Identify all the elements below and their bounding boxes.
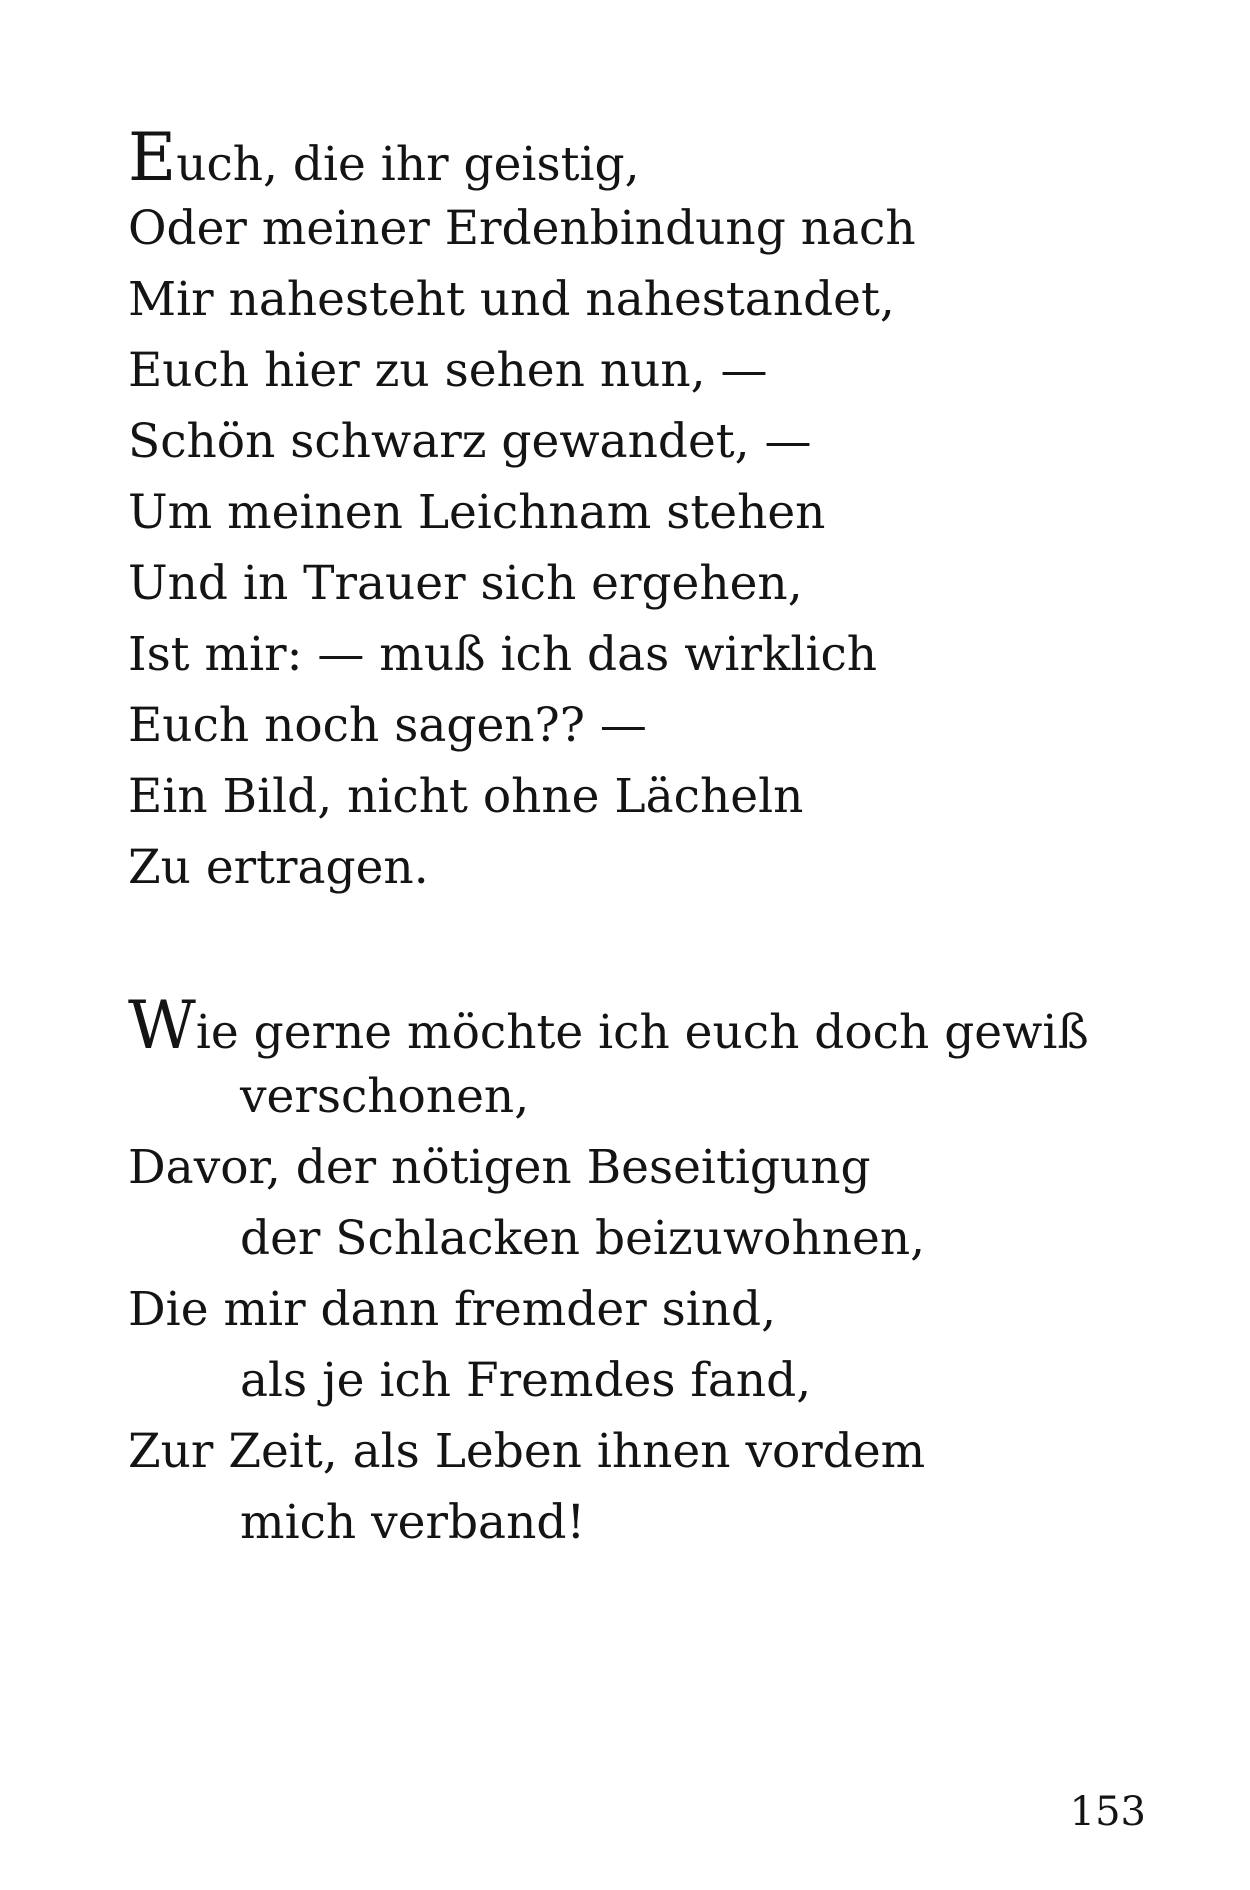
line-text: Davor, der nötigen Beseitigung	[128, 1140, 871, 1195]
poem-line	[128, 1274, 1128, 1345]
poem-line	[128, 193, 1128, 264]
line-text: Euch noch sagen?? —	[128, 698, 647, 753]
line-text: Zu ertragen.	[128, 840, 429, 895]
line-text: Schön schwarz gewandet, —	[128, 414, 812, 469]
poem-line	[128, 1132, 1128, 1203]
stanza-1	[128, 119, 1128, 903]
line-text: ie gerne möchte ich euch doch gewiß	[195, 1005, 1089, 1060]
poem-line	[128, 406, 1128, 477]
line-text: uch, die ihr geistig,	[176, 137, 640, 192]
line-text: als je ich Fremdes fand,	[240, 1353, 812, 1408]
poem-line	[128, 1345, 1128, 1416]
line-text: Mir nahesteht und nahestandet,	[128, 272, 895, 327]
line-text: Zur Zeit, als Leben ihnen vordem	[128, 1424, 926, 1479]
page-number: 153	[1069, 1789, 1146, 1835]
line-text: mich verband!	[240, 1495, 586, 1550]
poem-line	[128, 335, 1128, 406]
line-text: Euch hier zu sehen nun, —	[128, 343, 768, 398]
poem-line	[128, 987, 1128, 1064]
poem-line	[128, 761, 1128, 832]
line-text: Die mir dann fremder sind,	[128, 1282, 777, 1337]
poem-line	[128, 619, 1128, 690]
line-text: verschonen,	[240, 1069, 530, 1124]
poem-line	[128, 690, 1128, 761]
poem-line	[128, 264, 1128, 335]
initial-letter: E	[128, 119, 177, 196]
line-text: der Schlacken beizuwohnen,	[240, 1211, 926, 1266]
poem-line	[128, 1487, 1128, 1558]
line-text: Und in Trauer sich ergehen,	[128, 556, 803, 611]
poem-line	[128, 832, 1128, 903]
line-text: Oder meiner Erdenbindung nach	[128, 201, 916, 256]
poem-line	[128, 548, 1128, 619]
poem-line	[128, 1061, 1128, 1132]
stanza-2	[128, 987, 1128, 1558]
initial-letter: W	[128, 987, 196, 1064]
poem-line	[128, 1416, 1128, 1487]
line-text: Um meinen Leichnam stehen	[128, 485, 826, 540]
line-text: Ein Bild, nicht ohne Lächeln	[128, 769, 804, 824]
poem-line	[128, 477, 1128, 548]
poem-line	[128, 119, 1128, 196]
poem-line	[128, 1203, 1128, 1274]
line-text: Ist mir: — muß ich das wirklich	[128, 627, 878, 682]
